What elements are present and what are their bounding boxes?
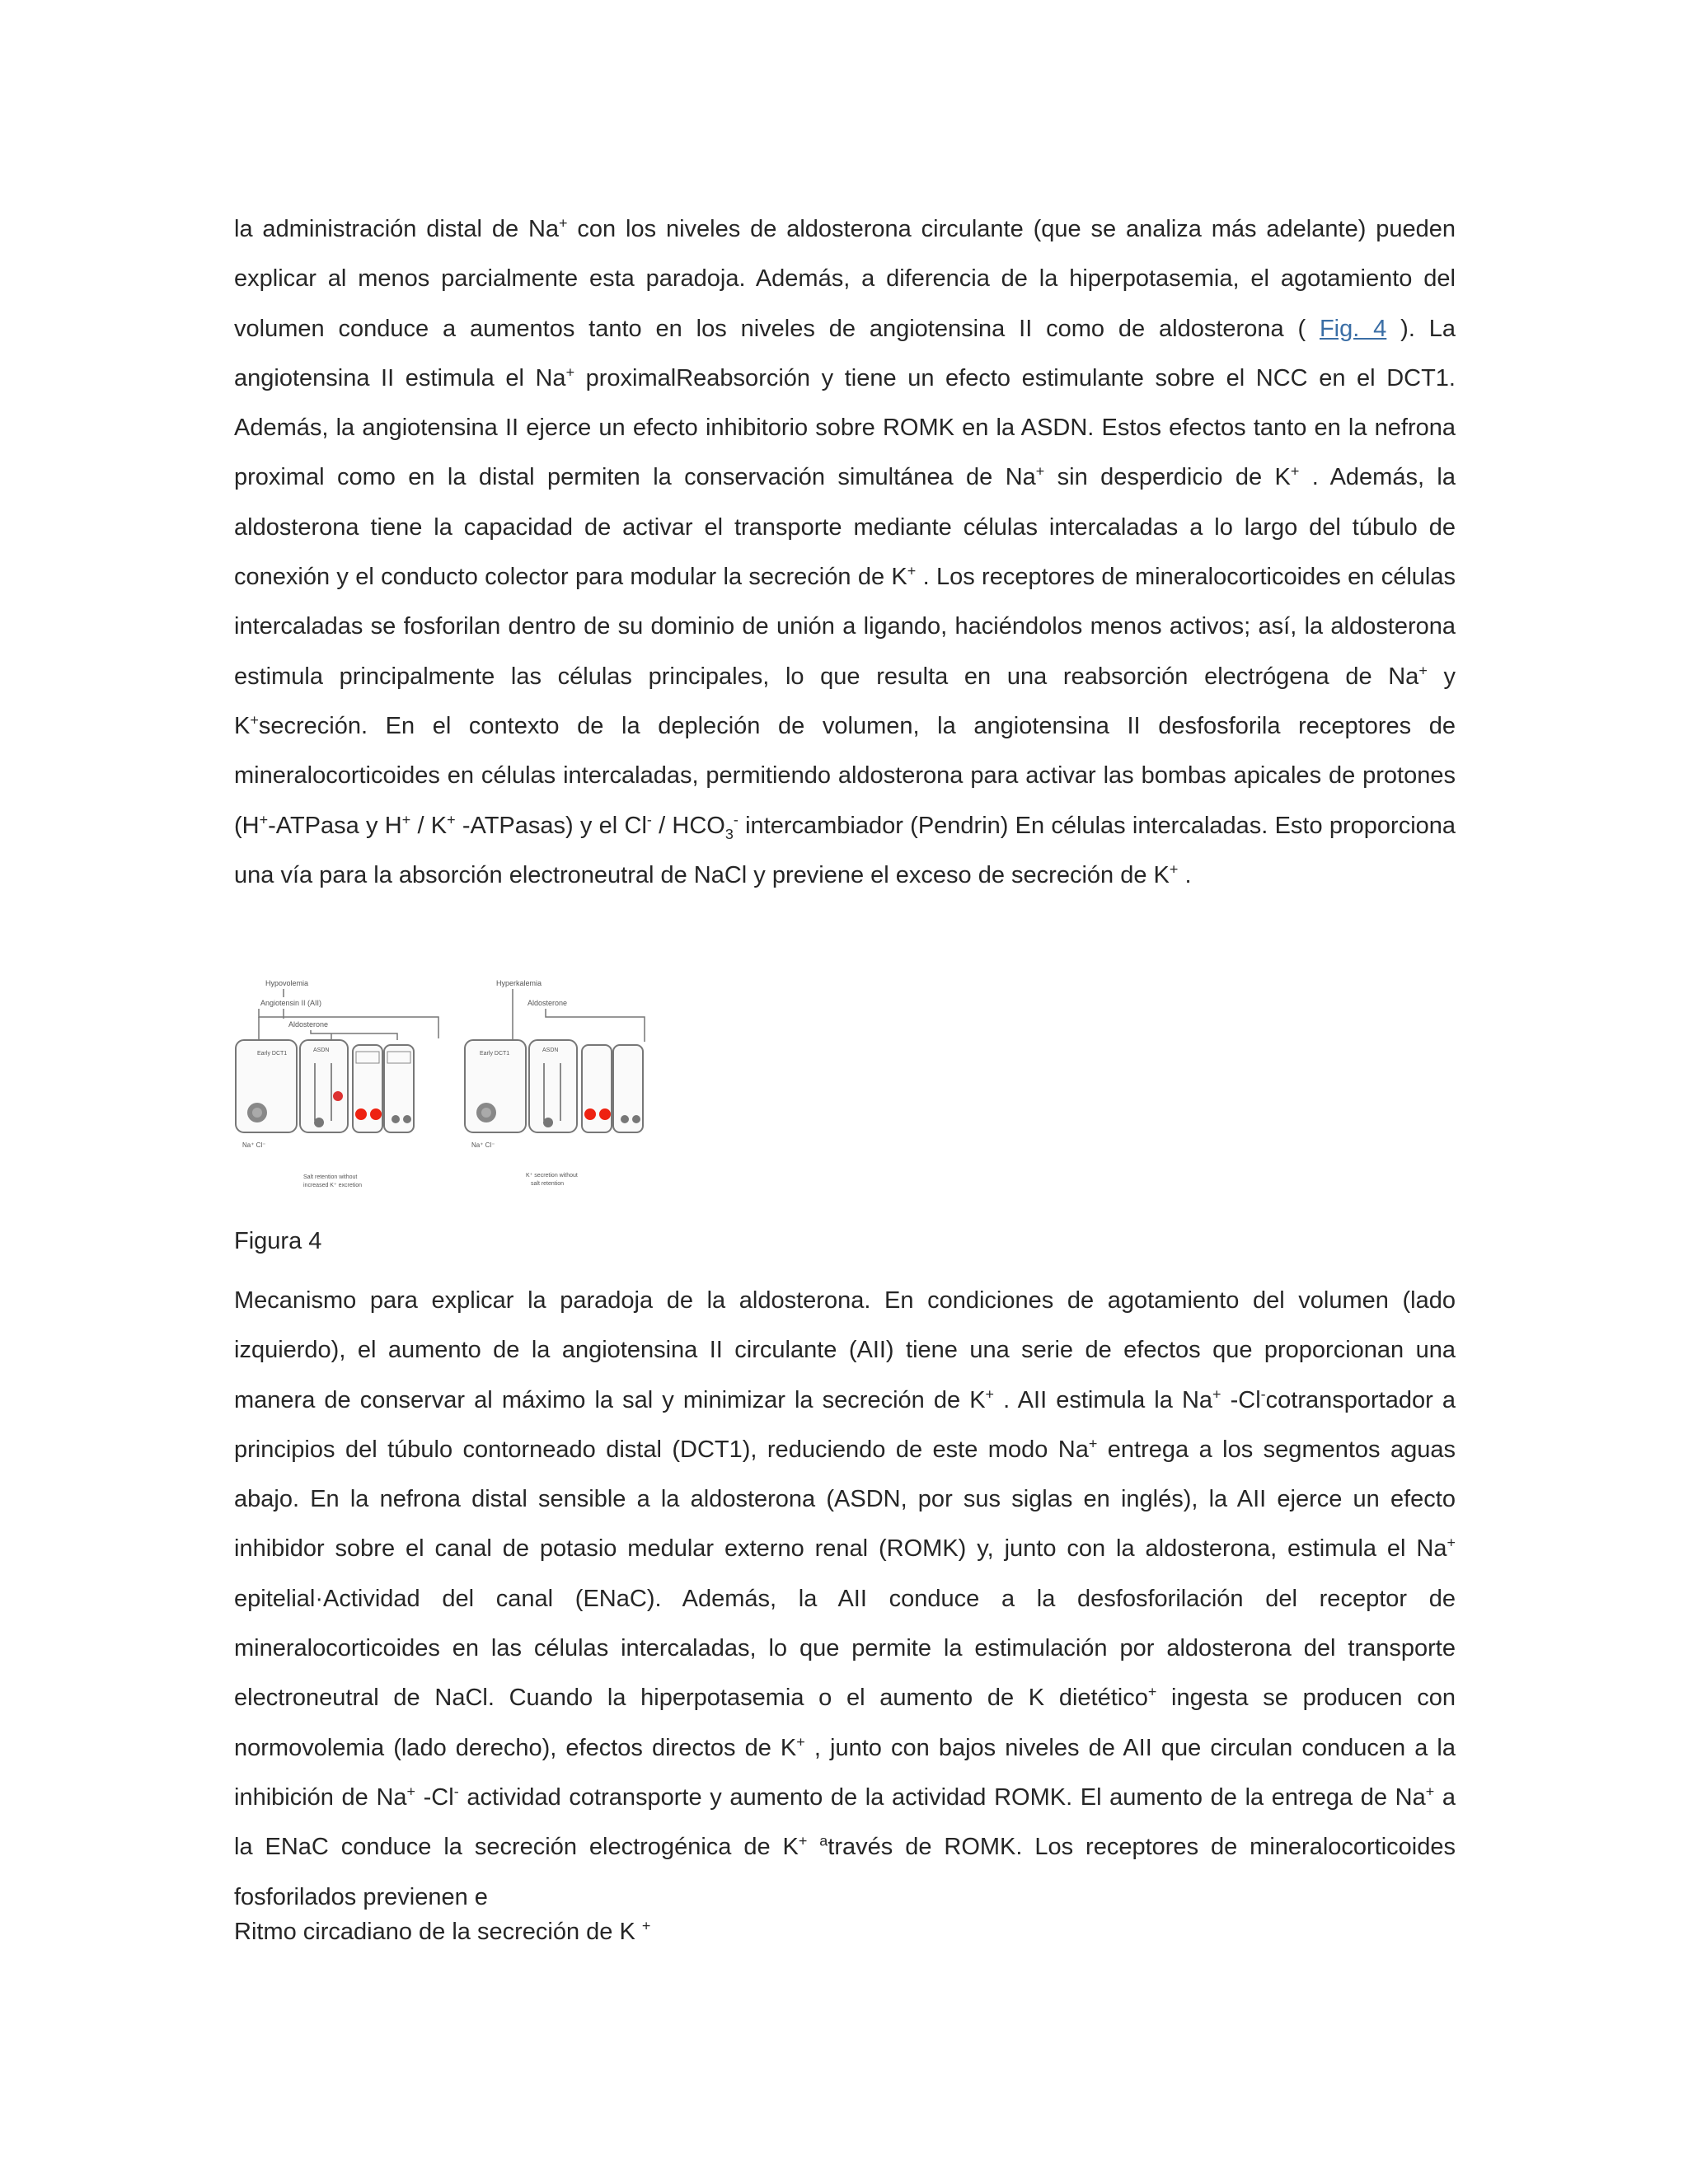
- superscript: +: [641, 1917, 651, 1934]
- text-run: [807, 1834, 819, 1860]
- text-run: y K: [234, 663, 1456, 739]
- right-asdn-label: ASDN: [542, 1047, 559, 1053]
- superscript: +: [259, 810, 269, 827]
- text-run: -ATPasas) y el Cl: [455, 812, 647, 839]
- right-ions-label: Na⁺ Cl⁻: [471, 1141, 495, 1149]
- asdn-cell: [300, 1040, 348, 1132]
- left-asdn-label: ASDN: [313, 1047, 330, 1053]
- text-run: / K: [410, 812, 448, 839]
- superscript: +: [1035, 462, 1045, 480]
- superscript: +: [250, 711, 259, 729]
- superscript: +: [1147, 1683, 1157, 1700]
- body-paragraph-1: [234, 204, 1456, 900]
- text-run: actividad cotransporte y aumento de la actividad ROMK. El aumento de la entrega de Na: [458, 1783, 1426, 1811]
- superscript: +: [1447, 1534, 1456, 1551]
- text-run: .: [1178, 861, 1192, 888]
- left-angiotensin-label: Angiotensin II (AII): [260, 999, 322, 1007]
- superscript: +: [1169, 860, 1179, 878]
- superscript: +: [1418, 662, 1428, 679]
- text-run: a la ENaC conduce la secreción electrogénica de K: [234, 1783, 1456, 1861]
- red-pump-icon: [584, 1108, 596, 1120]
- exchanger-icon: [632, 1115, 640, 1123]
- superscript: +: [1212, 1385, 1221, 1402]
- red-pump-icon: [355, 1108, 367, 1120]
- figure-4-link[interactable]: Fig. 4: [1319, 315, 1387, 342]
- text-run: . Además, la aldosterona tiene la capacidad de activar el transporte mediante células intercaladas a lo largo del túbulo de conexión y el conducto colector para modular la secreción de K: [234, 464, 1456, 591]
- right-bottom-label-2: salt retention: [531, 1181, 565, 1187]
- right-top-label: Hyperkalemia: [496, 979, 542, 987]
- heading-text: Ritmo circadiano de la secreción de K: [234, 1919, 635, 1945]
- superscript: -: [453, 1783, 459, 1800]
- text-run: . Los receptores de mineralocorticoides en células intercaladas se fosforilan dentro de su dominio de unión a ligando, haciéndolos menos activos; así, la aldosterona estimula principalmente las células principales, lo que resulta en una reabsorción electrógena de Na: [234, 564, 1456, 690]
- text-run: cotransportador a principios del túbulo contorneado distal (DCT1), reduciendo de este modo Na: [234, 1386, 1456, 1463]
- nephron-mechanism-diagram: [232, 972, 694, 1220]
- right-panel: [465, 979, 645, 1187]
- superscript: +: [447, 810, 456, 827]
- superscript: +: [907, 562, 917, 579]
- section-heading: [234, 1915, 650, 1948]
- left-bottom-label-2: increased K⁺ excretion: [303, 1183, 363, 1188]
- left-bottom-label-1: Salt retention without: [303, 1174, 358, 1180]
- figure-caption: Figura 4: [234, 1228, 322, 1254]
- text-run: sin desperdicio de K: [1044, 464, 1291, 491]
- text-run: -ATPasa y H: [268, 812, 402, 839]
- channel-icon: [314, 1118, 324, 1127]
- connector-line: [546, 1009, 645, 1042]
- text-run: intercambiador (Pendrin) En células intercaladas. Esto proporciona una vía para la absorción electroneutral de NaCl y previene el exceso de secreción de K: [234, 812, 1456, 888]
- superscript: +: [406, 1783, 416, 1800]
- right-aldosterone-label: Aldosterone: [528, 999, 568, 1007]
- text-run: ). La angiotensina II estimula el Na: [234, 315, 1456, 391]
- exchanger-icon: [403, 1115, 411, 1123]
- superscript: -: [733, 810, 738, 827]
- text-run: través de ROMK. Los receptores de mineralocorticoides fosforilados previenen e: [234, 1834, 1456, 1910]
- superscript: +: [796, 1733, 805, 1750]
- transporter-icon: [481, 1108, 491, 1118]
- red-channel-icon: [333, 1091, 343, 1101]
- superscript: +: [565, 363, 575, 381]
- left-top-label: Hypovolemia: [265, 979, 309, 987]
- text-run: -Cl: [415, 1783, 454, 1811]
- exchanger-icon: [392, 1115, 400, 1123]
- superscript: -: [1260, 1385, 1266, 1402]
- red-pump-icon: [370, 1108, 382, 1120]
- text-run: secreción. En el contexto de la depleción de volumen, la angiotensina II desfosforila receptores de mineralocorticoides en células intercaladas, permitiendo aldosterona para activar las bombas apicales de protones (H: [234, 712, 1456, 839]
- red-pump-icon: [599, 1108, 611, 1120]
- text-run: ingesta se producen con normovolemia (lado derecho), efectos directos de K: [234, 1685, 1456, 1761]
- figure-legend-paragraph: [234, 1276, 1456, 1922]
- text-run: epitelial·Actividad del canal (ENaC). Además, la AII conduce a la desfosforilación del receptor de mineralocorticoides en las células intercaladas, lo que permite la estimulación por aldosterona del transporte electroneutral de NaCl. Cuando la hiperpotasemia o el aumento de K dietético: [234, 1585, 1456, 1712]
- superscript: +: [559, 214, 568, 232]
- left-early-dct-label: Early DCT1: [257, 1051, 288, 1057]
- superscript: +: [1290, 462, 1300, 480]
- superscript: +: [798, 1832, 808, 1849]
- text-run: -Cl: [1221, 1386, 1261, 1413]
- text-run: con los niveles de aldosterona circulante (que se analiza más adelante) pueden explicar al menos parcialmente esta paradoja. Además, a diferencia de la hiperpotasemia, el agotamiento del volumen conduce a aumentos tanto en los niveles de angiotensina II como de aldosterona (: [234, 216, 1456, 342]
- right-bottom-label-1: K⁺ secretion without: [526, 1173, 578, 1179]
- superscript: +: [985, 1385, 995, 1402]
- right-early-dct-label: Early DCT1: [480, 1051, 510, 1057]
- left-panel: [236, 979, 438, 1188]
- text-run: proximalReabsorción y tiene un efecto estimulante sobre el NCC en el DCT1. Además, la angiotensina II ejerce un efecto inhibitorio sobre ROMK en la ASDN. Estos efectos tanto en la nefrona proximal como en la distal permiten la conservación simultánea de Na: [234, 364, 1456, 491]
- exchanger-icon: [621, 1115, 629, 1123]
- text-run: / HCO: [651, 812, 725, 839]
- left-ions-label: Na⁺ Cl⁻: [242, 1141, 266, 1149]
- asdn-cell: [529, 1040, 577, 1132]
- transporter-icon: [252, 1108, 262, 1118]
- superscript: +: [401, 810, 411, 827]
- figure-4-diagram[interactable]: [232, 972, 694, 1220]
- text-run: , junto con bajos niveles de AII que circulan conducen a la inhibición de Na: [234, 1734, 1456, 1811]
- text-run: Mecanismo para explicar la paradoja de la aldosterona. En condiciones de agotamiento del volumen (lado izquierdo), el aumento de la angiotensina II circulante (AII) tiene una serie de efectos que proporcionan una manera de conservar al máximo la sal y minimizar la secreción de K: [234, 1287, 1456, 1413]
- text-run: . AII estimula la Na: [994, 1386, 1213, 1413]
- channel-icon: [543, 1118, 553, 1127]
- superscript: a: [819, 1832, 828, 1849]
- superscript: -: [646, 810, 652, 827]
- superscript: +: [1425, 1783, 1435, 1800]
- connector-line: [311, 1030, 397, 1040]
- superscript: +: [1088, 1435, 1098, 1452]
- left-aldosterone-label: Aldosterone: [288, 1020, 329, 1029]
- text-run: entrega a los segmentos aguas abajo. En la nefrona distal sensible a la aldosterona (ASDN, por sus siglas en inglés), la AII ejerce un efecto inhibidor sobre el canal de potasio medular externo renal (ROMK) y, junto con la aldosterona, estimula el Na: [234, 1436, 1456, 1563]
- subscript: 3: [724, 825, 734, 842]
- text-run: la administración distal de Na: [234, 216, 560, 242]
